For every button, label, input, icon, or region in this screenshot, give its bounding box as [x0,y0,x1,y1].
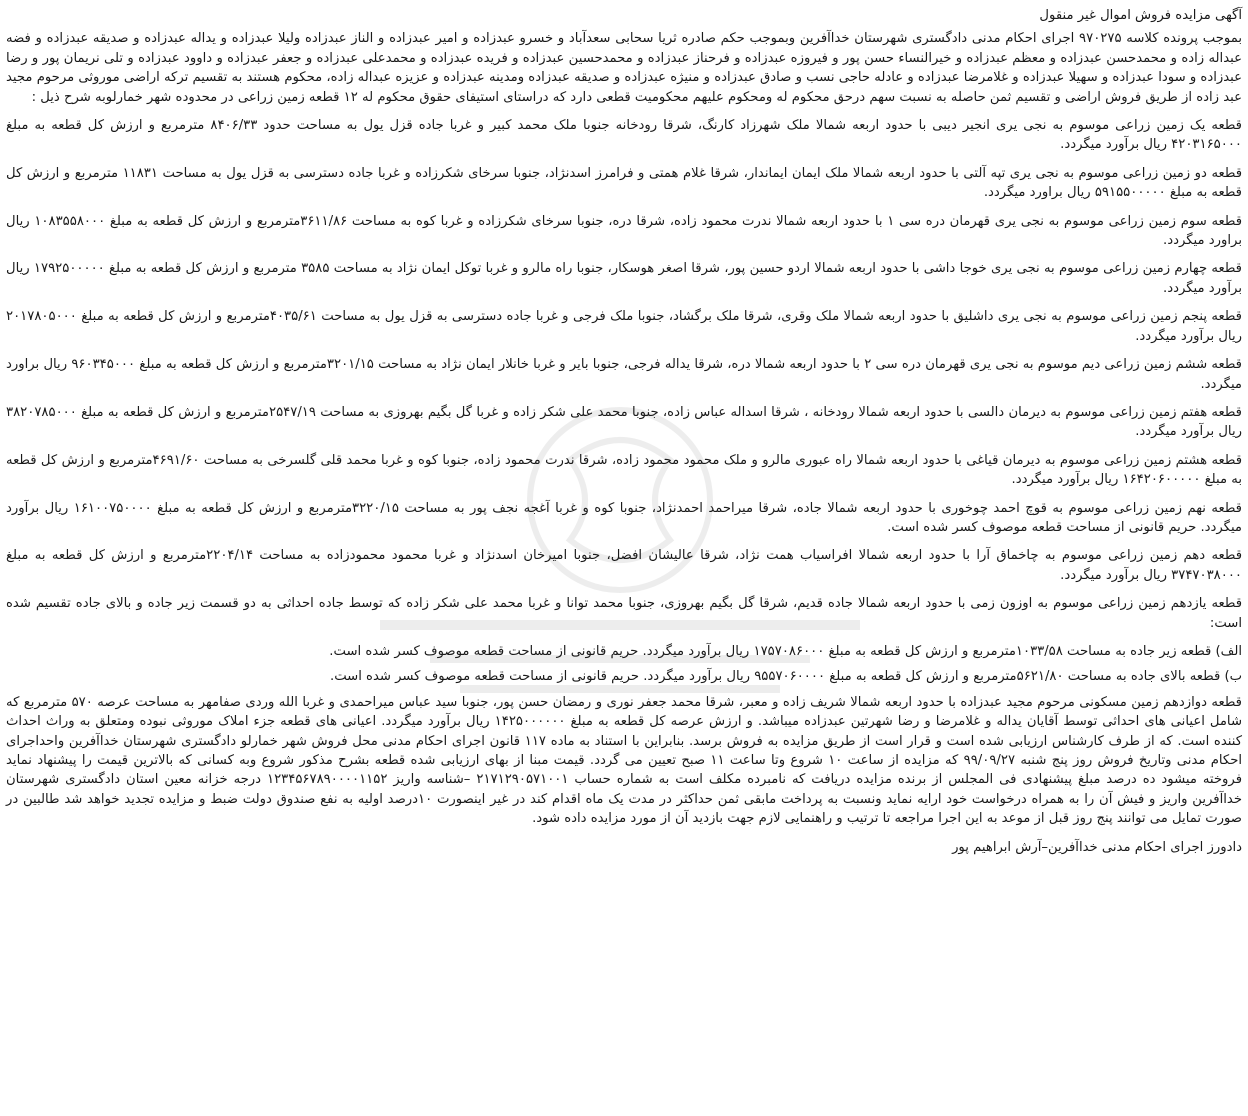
notice-intro: بموجب پرونده کلاسه ۹۷۰۲۷۵ اجرای احکام مدنی دادگستری شهرستان خداآفرین وبموجب حکم صادره ثریا سحابی سعدآباد و خسرو عبدزاده و امیر عبدزاده و الناز عبدزاده ولیلا عبدزاده و یداله عبدزاده و صدیقه عبدزاده و فضه عبداله زاده و محمدحسن عبدزاده و معظم عبدزاده و خیرالنساء حسن پور و فیروزه عبدزاده و فرحناز عبدزاده و محمدحسین عبدزاده و فریده عبدزاده و محمدعلی عبدزاده و جعفر عبدزاده و داوود عبدزاده و تلی نریمان پور و رضا عبدزاده و سودا عبدزاده و سهیلا عبدزاده و غلامرضا عبدزاده و عادله حاجی نسب و صادق عبدزاده و منیژه عبدزاده و صدیقه عبدزاده ومدینه عبدزاده و عزیزه عبداله زاده، محکوم هستند به تقسیم ترکه اراضی موروثی مرحوم مجید عبد زاده از طریق فروش اراضی و تقسیم ثمن حاصله به نسبت سهم درحق محکوم له ومحکوم علیهم محکومیت قطعی دارد که دراستای استیفای حقوق محکوم له ۱۲ قطعه زمین زراعی در محدوده شهر خمارلوبه شرح ذیل : [6,31,1243,105]
parcel-5: قطعه پنجم زمین زراعی موسوم به نجی یری داشلیق با حدود اربعه شمالا ملک وقری، شرقا ملک برگشاد، جنوبا ملک فرجی و غربا جاده دسترسی به قزل یول به مساحت ۴۰۳۵/۶۱مترمربع و ارزش کل قطعه به مبلغ ۲۰۱۷۸۰۵۰۰۰ ریال برآورد میگردد. [6,309,1242,344]
parcel-11: قطعه یازدهم زمین زراعی موسوم به اوزون زمی با حدود اربعه شمالا جاده قدیم، شرقا گل بگیم بهروزی، جنوبا محمد توانا و غربا محمد علی شکر زاده که توسط جاده احداثی به دو قسمت زیر جاده و بالای جاده تقسیم شده است: [6,596,1242,631]
parcel-3: قطعه سوم زمین زراعی موسوم به نجی یری قهرمان دره سی ۱ با حدود اربعه شمالا ندرت محمود زاده، شرقا دره، جنوبا سرخای شکرزاده و غربا کوه به مساحت ۳۶۱۱/۸۶مترمربع و ارزش کل قطعه به مبلغ ۱۰۸۳۵۵۸۰۰۰ ریال براورد میگردد. [6,213,1243,249]
parcel-9: قطعه نهم زمین زراعی موسوم به قوچ احمد چوخوری با حدود اربعه شمالا جاده، شرقا میراحمد احمدنژاد، جنوبا کوه و غربا آغجه نجف پور به مساحت ۳۲۲۰/۱۵مترمربع و ارزش کل قطعه به مبلغ ۱۶۱۰۰۷۵۰۰۰۰ ریال برآورد میگردد. حریم قانونی از مساحت قطعه موصوف کسر شده است. [6,500,1242,535]
parcel-10: قطعه دهم زمین زراعی موسوم به چاخماق آرا با حدود اربعه شمالا افراسیاب همت نژاد، شرقا عالیشان افضل، جنوبا امیرخان اسدنژاد و غربا محمود محمودزاده به مساحت ۲۲۰۴/۱۴مترمربع و ارزش کل قطعه به مبلغ ۳۷۴۷۰۳۸۰۰۰ ریال برآورد میگردد. [6,548,1242,583]
parcel-12-and-terms: قطعه دوازدهم زمین مسکونی مرحوم مجید عبدزاده با حدود اربعه شمالا شریف زاده و معبر، شرقا محمد جعفر نوری و رمضان حسن پور، جنوبا سید عباس میراحمدی و غربا الله وردی صفامهر به مساحت عرصه ۵۷۰ مترمربع که شامل اعیانی های احداثی توسط آقایان یداله و غلامرضا و رضا شهرتین عبدزاده میباشد. و ارزش عرصه کل قطعه به مبلغ ۱۴۲۵۰۰۰۰۰۰ ریال برآورد میگردد. اعیانی های قطعه جزء املاک موروثی نبوده ومتعلق به وراث احداث کننده است. که از طرف کارشناس ارزیابی شده است و قرار است از طریق مزایده به فروش برسد. بنابراین با استناد به ماده ۱۱۷ قانون اجرای احکام مدنی محل فروش شهر خمارلو دادگستری شهرستان خداآفرین واحداجرای احکام مدنی وتاریخ فروش روز پنج شنبه ۹۹/۰۹/۲۷ که مزایده از ساعت ۱۰ شروع وتا ساعت ۱۱ صبح تعیین می گردد. قیمت مبنا از بهای ارزیابی شده قطعه بشرح مذکور شروع وبه کسانی که بالاترین قیمت را پیشنهاد نماید فروخته میشود ده درصد مبلغ پیشنهادی فی المجلس از برنده مزایده دریافت که نامبرده مکلف است به شماره حساب ۲۱۷۱۲۹۰۵۷۱۰۰۱ –شناسه واریز ۱۲۳۴۵۶۷۸۹۰۰۰۰۱۱۵۲ درجه خزانه معین استان دادگستری شهرستان خداآفرین واریز و فیش آن را به همراه درخواست خود ارایه نماید ونسبت به پرداخت مابقی ثمن حداکثر در مدت یک ماه اقدام کند در غیر اینصورت ۱۰درصد اولیه به نفع صندوق دولت ضبط و مزایده تجدید خواهد شد طالبین در صورت تمایل می توانند پنج روز قبل از موعد به این اجرا مراجعه تا ترتیب و راهنمایی لازم جهت بازدید آن از مورد مزایده داده شود. [6,694,1243,827]
parcel-4: قطعه چهارم زمین زراعی موسوم به نجی یری خوجا داشی با حدود اربعه شمالا اردو حسین پور، شرقا اصغر هوسکار، جنوبا راه مالرو و غربا توکل ایمان نژاد به مساحت ۳۵۸۵ مترمربع و ارزش کل قطعه به مبلغ ۱۷۹۲۵۰۰۰۰۰ ریال برآورد میگردد. [6,261,1242,296]
signature-line: دادورز اجرای احکام مدنی خداآفرین–آرش ابراهیم پور [952,839,1242,855]
notice-title: آگهی مزایده فروش اموال غیر منقول [1039,8,1242,23]
parcel-6: قطعه ششم زمین زراعی دیم موسوم به نجی یری قهرمان دره سی ۲ با حدود اربعه شمالا دره، شرقا یداله فرجی، جنوبا بایر و غربا خانلار ایمان نژاد به مساحت ۳۲۰۱/۱۵مترمربع و ارزش کل قطعه به مبلغ ۹۶۰۳۴۵۰۰۰ ریال براورد میگردد. [6,357,1242,392]
parcel-1: قطعه یک زمین زراعی موسوم به نجی یری انجیر دیبی با حدود اربعه شمالا ملک شهرزاد کارنگ، شرقا رودخانه جنوبا ملک محمد کبیر و غربا جاده قزل یول به مساحت حدود ۸۴۰۶/۳۳ مترمربع و ارزش کل قطعه به مبلغ ۴۲۰۳۱۶۵۰۰۰ ریال برآورد میگردد. [6,118,1242,153]
parcel-11-sub-b: ب) قطعه بالای جاده به مساحت ۵۶۲۱/۸۰مترمربع و ارزش کل قطعه به مبلغ ۹۵۵۷۰۶۰۰۰۰ ریال برآورد میگردد. حریم قانونی از مساحت قطعه موصوف کسر شده است. [330,669,1242,685]
parcel-7: قطعه هفتم زمین زراعی موسوم به دیرمان دالسی با حدود اربعه شمالا رودخانه ، شرقا اسداله عباس زاده، جنوبا محمد علی شکر زاده و غربا گل بگیم بهروزی به مساحت ۲۵۴۷/۱۹مترمربع و ارزش کل قطعه به مبلغ ۳۸۲۰۷۸۵۰۰۰ ریال برآورد میگردد. [6,404,1242,440]
parcel-2: قطعه دو زمین زراعی موسوم به نجی یری تپه آلتی با حدود اربعه شمالا ملک ایمان ایماندار، شرقا غلام همتی و فرامرز اسدنژاد، جنوبا سرخای شکرزاده و غربا جاده دسترسی به قزل یول به مساحت ۱۱۸۳۱ مترمربع و ارزش کل قطعه به مبلغ ۵۹۱۵۵۰۰۰۰۰ ریال براورد میگردد. [6,165,1242,201]
parcel-11-sub-a: الف) قطعه زیر جاده به مساحت ۱۰۳۳/۵۸مترمربع و ارزش کل قطعه به مبلغ ۱۷۵۷۰۸۶۰۰۰ ریال برآورد میگردد. حریم قانونی از مساحت قطعه موصوف کسر شده است. [329,643,1242,659]
auction-notice [6,6,1242,866]
parcel-8: قطعه هشتم زمین زراعی موسوم به دیرمان قیاغی با حدود اربعه شمالا راه عبوری مالرو و ملک محمود محمود زاده، شرقا ندرت محمود زاده، جنوبا کوه و غربا محمد قلی گلسرخی به مساحت ۴۶۹۱/۶۰مترمربع و ارزش کل قطعه به مبلغ ۱۶۴۲۰۶۰۰۰۰۰ ریال برآورد میگردد. [6,452,1243,488]
